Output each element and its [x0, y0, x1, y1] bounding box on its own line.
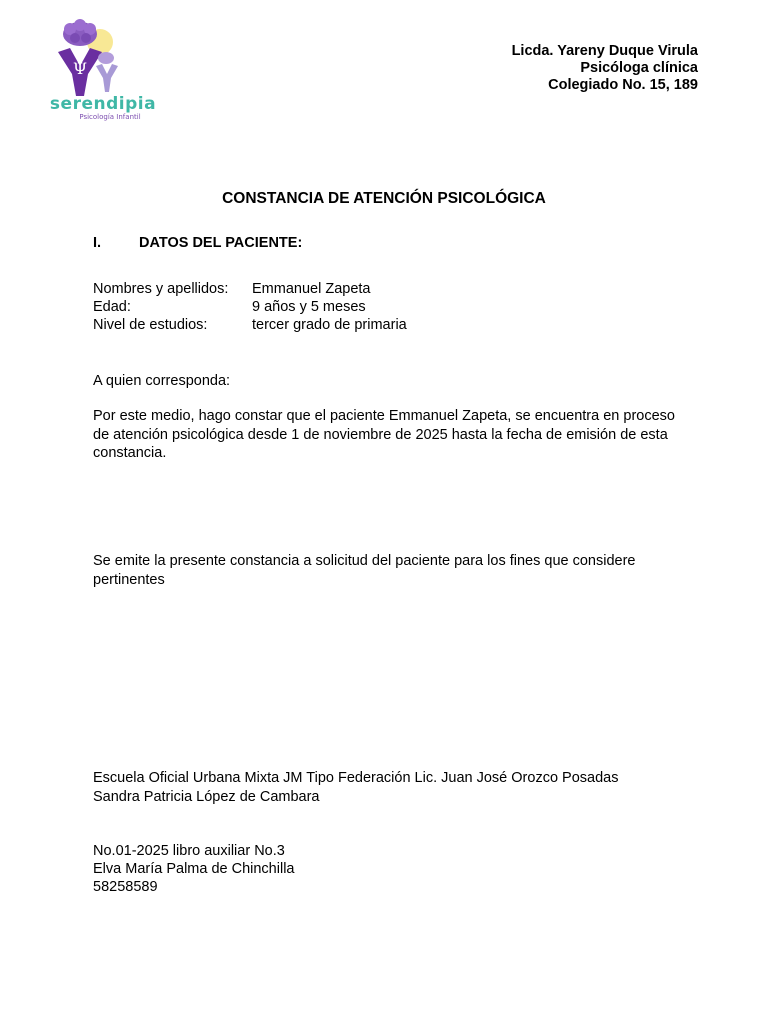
school-signature — [93, 769, 618, 807]
phone-number: 58258589 — [93, 879, 158, 895]
info-label: Nivel de estudios: — [93, 317, 208, 333]
header-info — [512, 43, 698, 94]
record-signature — [93, 842, 294, 896]
patient-info-row — [93, 316, 407, 334]
info-label: Edad: — [93, 299, 131, 315]
record-person: Elva María Palma de Chinchilla — [93, 861, 295, 877]
greeting: A quien corresponda: — [93, 373, 231, 389]
school-person: Sandra Patricia López de Cambara — [93, 789, 320, 805]
psychologist-name: Licda. Yareny Duque Virula — [511, 43, 698, 59]
body-paragraph-2: Se emite la presente constancia a solicitud del paciente para los fines que considere pertinentes — [93, 553, 636, 588]
info-value: 9 años y 5 meses — [252, 299, 366, 315]
brain-icon — [63, 19, 97, 46]
brand-name: serendipia — [49, 94, 157, 114]
info-label: Nombres y apellidos: — [93, 281, 229, 297]
document-title: CONSTANCIA DE ATENCIÓN PSICOLÓGICA — [222, 190, 546, 207]
section-title: DATOS DEL PACIENTE: — [139, 235, 303, 251]
section-number: I. — [93, 235, 102, 251]
record-number: No.01-2025 libro auxiliar No.3 — [93, 843, 285, 859]
patient-info-row — [93, 298, 407, 316]
psi-symbol: Ψ — [72, 59, 88, 78]
body-paragraph-1: Por este medio, hago constar que el paciente Emmanuel Zapeta, se encuentra en proceso de atención psicológica desde 1 de noviembre de 2025 hasta la fecha de emisión de esta constancia. — [93, 408, 675, 461]
school-line: Escuela Oficial Urbana Mixta JM Tipo Federación Lic. Juan José Orozco Posadas — [93, 770, 619, 786]
info-value: Emmanuel Zapeta — [252, 281, 371, 297]
patient-info-row — [93, 280, 407, 298]
info-value: tercer grado de primaria — [252, 317, 407, 333]
license-number: Colegiado No. 15, 189 — [548, 77, 698, 93]
patient-info — [93, 280, 407, 334]
brand-subtitle: Psicología Infantil — [79, 113, 141, 121]
psychologist-profession: Psicóloga clínica — [580, 60, 698, 76]
section-heading — [93, 235, 302, 251]
